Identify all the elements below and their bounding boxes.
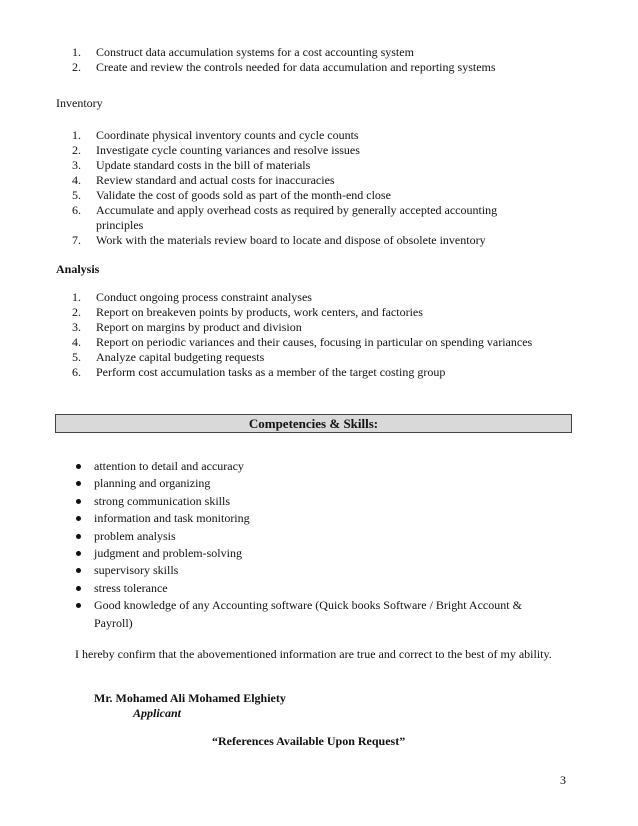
list-item-text: Analyze capital budgeting requests — [96, 350, 265, 364]
list-item-text: Payroll) — [94, 615, 133, 630]
list-item-text: Construct data accumulation systems for a cost accounting system — [96, 45, 414, 59]
inventory-list — [72, 128, 532, 248]
applicant-role: Applicant — [133, 706, 182, 720]
competencies-list — [76, 458, 522, 632]
inventory-heading: Inventory — [56, 96, 103, 110]
list-item-text: Review standard and actual costs for inaccuracies — [96, 173, 335, 187]
list-item-text: Validate the cost of goods sold as part of the month-end close — [96, 188, 391, 202]
bullet-icon — [76, 603, 81, 608]
bullet-icon — [76, 534, 81, 539]
list-item — [76, 475, 522, 492]
analysis-list — [72, 290, 592, 380]
list-item: 3. Report on margins by product and division — [72, 320, 302, 334]
list-item-text: Accumulate and apply overhead costs as required by generally accepted accounting principles — [96, 203, 498, 232]
bullet-icon — [76, 551, 81, 556]
list-item-text: Conduct ongoing process constraint analyses — [96, 290, 312, 304]
list-item-text: Work with the materials review board to locate and dispose of obsolete inventory — [96, 233, 486, 247]
confirmation-statement: I hereby confirm that the abovementioned information are true and correct to the best of my ability. — [75, 647, 552, 661]
list-item: 6. Accumulate and apply overhead costs as required by generally accepted accounting principles — [72, 203, 498, 232]
list-item: 2. Create and review the controls needed for data accumulation and reporting systems — [72, 60, 496, 74]
bullet-icon — [76, 481, 81, 486]
list-item — [76, 528, 522, 545]
list-item: 1. Coordinate physical inventory counts and cycle counts — [72, 128, 359, 142]
list-item-text: Report on periodic variances and their causes, focusing in particular on spending variances — [96, 335, 533, 349]
list-item: 1. Conduct ongoing process constraint analyses — [72, 290, 312, 304]
list-item — [76, 562, 522, 579]
list-item-text: strong communication skills — [94, 493, 230, 508]
list-item: 1. Construct data accumulation systems for a cost accounting system — [72, 45, 414, 59]
list-item-text: information and task monitoring — [94, 511, 250, 526]
list-item-text: Investigate cycle counting variances and resolve issues — [96, 143, 360, 157]
list-item-text: Coordinate physical inventory counts and cycle counts — [96, 128, 359, 142]
list-item — [76, 580, 522, 597]
references-note: “References Available Upon Request” — [212, 734, 406, 748]
list-item-text: supervisory skills — [94, 563, 179, 578]
list-item-text: judgment and problem-solving — [94, 546, 242, 561]
list-item: 3. Update standard costs in the bill of materials — [72, 158, 311, 172]
bullet-icon — [76, 464, 81, 469]
bullet-icon — [76, 516, 81, 521]
bullet-icon — [76, 568, 81, 573]
list-item-text: attention to detail and accuracy — [94, 459, 244, 473]
list-item-text: planning and organizing — [94, 476, 211, 491]
list-item-text: Update standard costs in the bill of materials — [96, 158, 311, 172]
list-item — [76, 545, 522, 562]
list-item — [76, 458, 522, 475]
list-item: 6. Perform cost accumulation tasks as a member of the target costing group — [72, 365, 446, 379]
bullet-icon — [76, 499, 81, 504]
list-item: 4. Review standard and actual costs for inaccuracies — [72, 173, 335, 187]
applicant-name: Mr. Mohamed Ali Mohamed Elghiety — [94, 691, 286, 705]
list-item-text: Perform cost accumulation tasks as a member of the target costing group — [96, 365, 446, 379]
list-item-text: Report on margins by product and division — [96, 320, 302, 334]
analysis-heading: Analysis — [56, 262, 100, 276]
list-item: 7. Work with the materials review board to locate and dispose of obsolete inventory — [72, 233, 486, 247]
list-item-text: problem analysis — [94, 528, 176, 543]
list-item-continuation — [76, 615, 522, 632]
list-item-text: Create and review the controls needed for data accumulation and reporting systems — [96, 60, 496, 74]
list-item: 2. Report on breakeven points by products, work centers, and factories — [72, 305, 423, 319]
list-item — [76, 493, 522, 510]
list-item — [76, 597, 522, 614]
list-item-text: Report on breakeven points by products, work centers, and factories — [96, 305, 423, 319]
list-item: 5. Validate the cost of goods sold as part of the month-end close — [72, 188, 391, 202]
bullet-icon — [76, 586, 81, 591]
list-item: 4. Report on periodic variances and their causes, focusing in particular on spending variances — [72, 335, 533, 349]
page-number: 3 — [560, 773, 566, 787]
list-item — [76, 510, 522, 527]
competencies-heading: Competencies & Skills: — [55, 414, 572, 433]
list-item: 2. Investigate cycle counting variances and resolve issues — [72, 143, 360, 157]
top-duties-list — [72, 45, 572, 75]
list-item-text: Good knowledge of any Accounting software (Quick books Software / Bright Account & — [94, 598, 522, 613]
list-item-text: stress tolerance — [94, 580, 168, 595]
list-item: 5. Analyze capital budgeting requests — [72, 350, 265, 364]
